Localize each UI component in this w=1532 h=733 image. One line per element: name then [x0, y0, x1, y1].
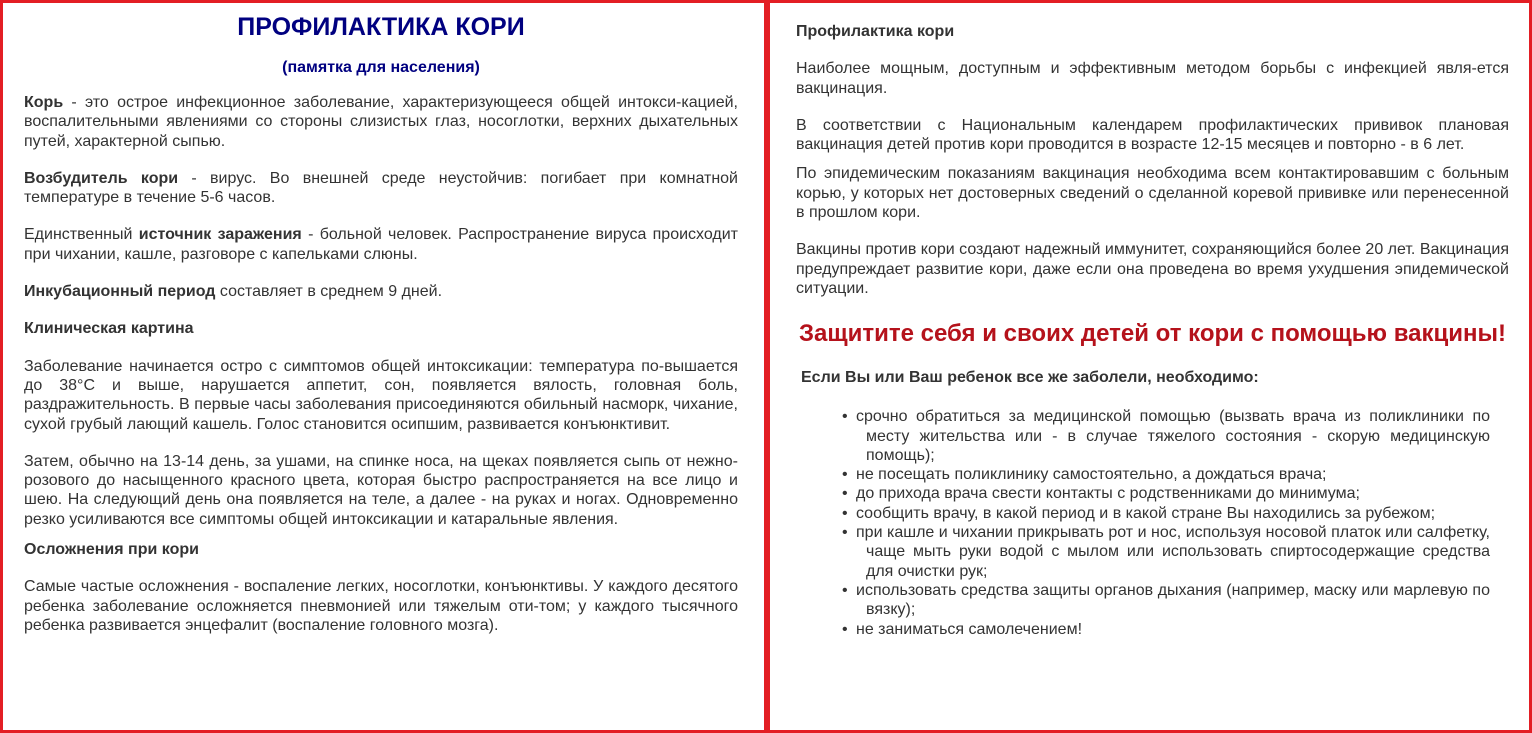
list-item-text: сообщить врачу, в какой период и в какой стране Вы находились за рубежом; [856, 504, 1436, 522]
list-item [842, 484, 1490, 503]
list-item-text: при кашле и чихании прикрывать рот и нос, используя носовой платок или салфетку, чаще мыть руки водой с мылом или использовать спиртосодержащие средства для очистки рук; [856, 524, 1490, 580]
incubation-text: составляет в среднем 9 дней. [215, 283, 443, 301]
list-item-text: не посещать поликлинику самостоятельно, а дождаться врача; [856, 466, 1327, 484]
list-item-text: срочно обратиться за медицинской помощью (вызвать врача из поликлиники по месту жительства или - в случае тяжелого состояния - скорую медицинскую помощь); [856, 408, 1490, 464]
advice-list [796, 407, 1509, 639]
list-item-text: до прихода врача свести контакты с родственниками до минимума; [856, 485, 1360, 503]
list-item [842, 504, 1490, 523]
bullet-icon: • [842, 408, 848, 426]
list-item-text: использовать средства защиты органов дыхания (например, маску или марлевую по вязку); [856, 581, 1490, 619]
prevention-heading: Профилактика кори [796, 23, 955, 40]
incubation-paragraph [24, 282, 738, 301]
call-to-action: Защитите себя и своих детей от кори с помощью вакцины! [799, 320, 1506, 348]
page-title: ПРОФИЛАКТИКА КОРИ [237, 13, 525, 41]
complications-heading: Осложнения при кори [24, 541, 199, 559]
bullet-icon: • [842, 581, 848, 599]
source-paragraph [24, 225, 738, 264]
bullet-icon: • [842, 466, 848, 484]
instructions-heading: Если Вы или Ваш ребенок все же заболели, необходимо: [801, 369, 1259, 387]
clinic-paragraph-1: Заболевание начинается остро с симптомов общей интоксикации: температура по-вышается до 38°С и выше, нарушается аппетит, сон, появляется вялость, головная боль, раздражительность. В первые часы заболевания присоединяются обильный насморк, чихание, сухой грубый лающий кашель. Голос становится осипшим, развивается конъюнктивит. [24, 357, 738, 433]
pathogen-text: - вирус. Во внешней среде неустойчив: погибает при комнатной температуре в течение 5-6 часов. [24, 169, 738, 207]
source-text: - больной человек. Распространение вируса происходит при чихании, кашле, разговоре с капельками слюны. [24, 226, 739, 263]
bullet-icon: • [842, 485, 848, 503]
list-item [842, 465, 1490, 484]
clinic-heading: Клиническая картина [24, 320, 194, 338]
right-panel [767, 0, 1532, 733]
prevention-paragraph-3: По эпидемическим показаниям вакцинация необходима всем контактировавшим с больным корью, у которых нет достоверных сведений о сделанной коревой прививке или перенесенной в прошлом кори. [796, 165, 1509, 222]
list-item [842, 407, 1490, 465]
prevention-paragraph-2: В соответствии с Национальным календарем профилактических прививок плановая вакцинация детей против кори проводится в возрасте 12-15 месяцев и повторно - в 6 лет. [796, 116, 1509, 154]
list-item-text: не заниматься самолечением! [856, 620, 1083, 638]
page-subtitle: (памятка для населения) [282, 59, 480, 76]
list-item [842, 581, 1490, 620]
bullet-icon: • [842, 504, 848, 522]
incubation-term: Инкубационный период [24, 283, 216, 301]
prevention-paragraph-1: Наиболее мощным, доступным и эффективным методом борьбы с инфекцией явля-ется вакцинация. [796, 60, 1509, 97]
source-pre: Единственный [24, 226, 139, 244]
pathogen-term: Возбудитель кори [24, 169, 179, 187]
pathogen-paragraph [24, 169, 738, 208]
source-term: источник заражения [138, 226, 302, 244]
list-item [842, 523, 1490, 581]
clinic-paragraph-2: Затем, обычно на 13-14 день, за ушами, на спинке носа, на щеках появляется сыпь от нежно-розового до насыщенного красного цвета, которая быстро распространяется на все лицо и шею. На следующий день она появляется на теле, а далее - на руках и ногах. Одновременно резко усиливаются все симптомы общей интоксикации и катаральные явления. [24, 452, 738, 528]
bullet-icon: • [842, 620, 848, 638]
prevention-paragraph-4: Вакцины против кори создают надежный иммунитет, сохраняющийся более 20 лет. Вакцинация предупреждает развитие кори, даже если она проведена во время ухудшения эпидемической ситуации. [796, 241, 1509, 297]
bullet-icon: • [842, 524, 848, 542]
list-item [842, 620, 1490, 639]
complications-paragraph: Самые частые осложнения - воспаление легких, носоглотки, конъюнктивы. У каждого десятого ребенка заболевание осложняется пневмонией или тяжелым оти-том; у каждого тысячного ребенка развивается энцефалит (воспаление головного мозга). [24, 578, 738, 634]
definition-text: - это острое инфекционное заболевание, характеризующееся общей интокси-кацией, воспалительными явлениями со стороны слизистых глаз, носоглотки, верхних дыхательных путей, характерной сыпью. [24, 94, 738, 150]
definition-paragraph [24, 93, 738, 151]
definition-term: Корь [24, 94, 64, 111]
